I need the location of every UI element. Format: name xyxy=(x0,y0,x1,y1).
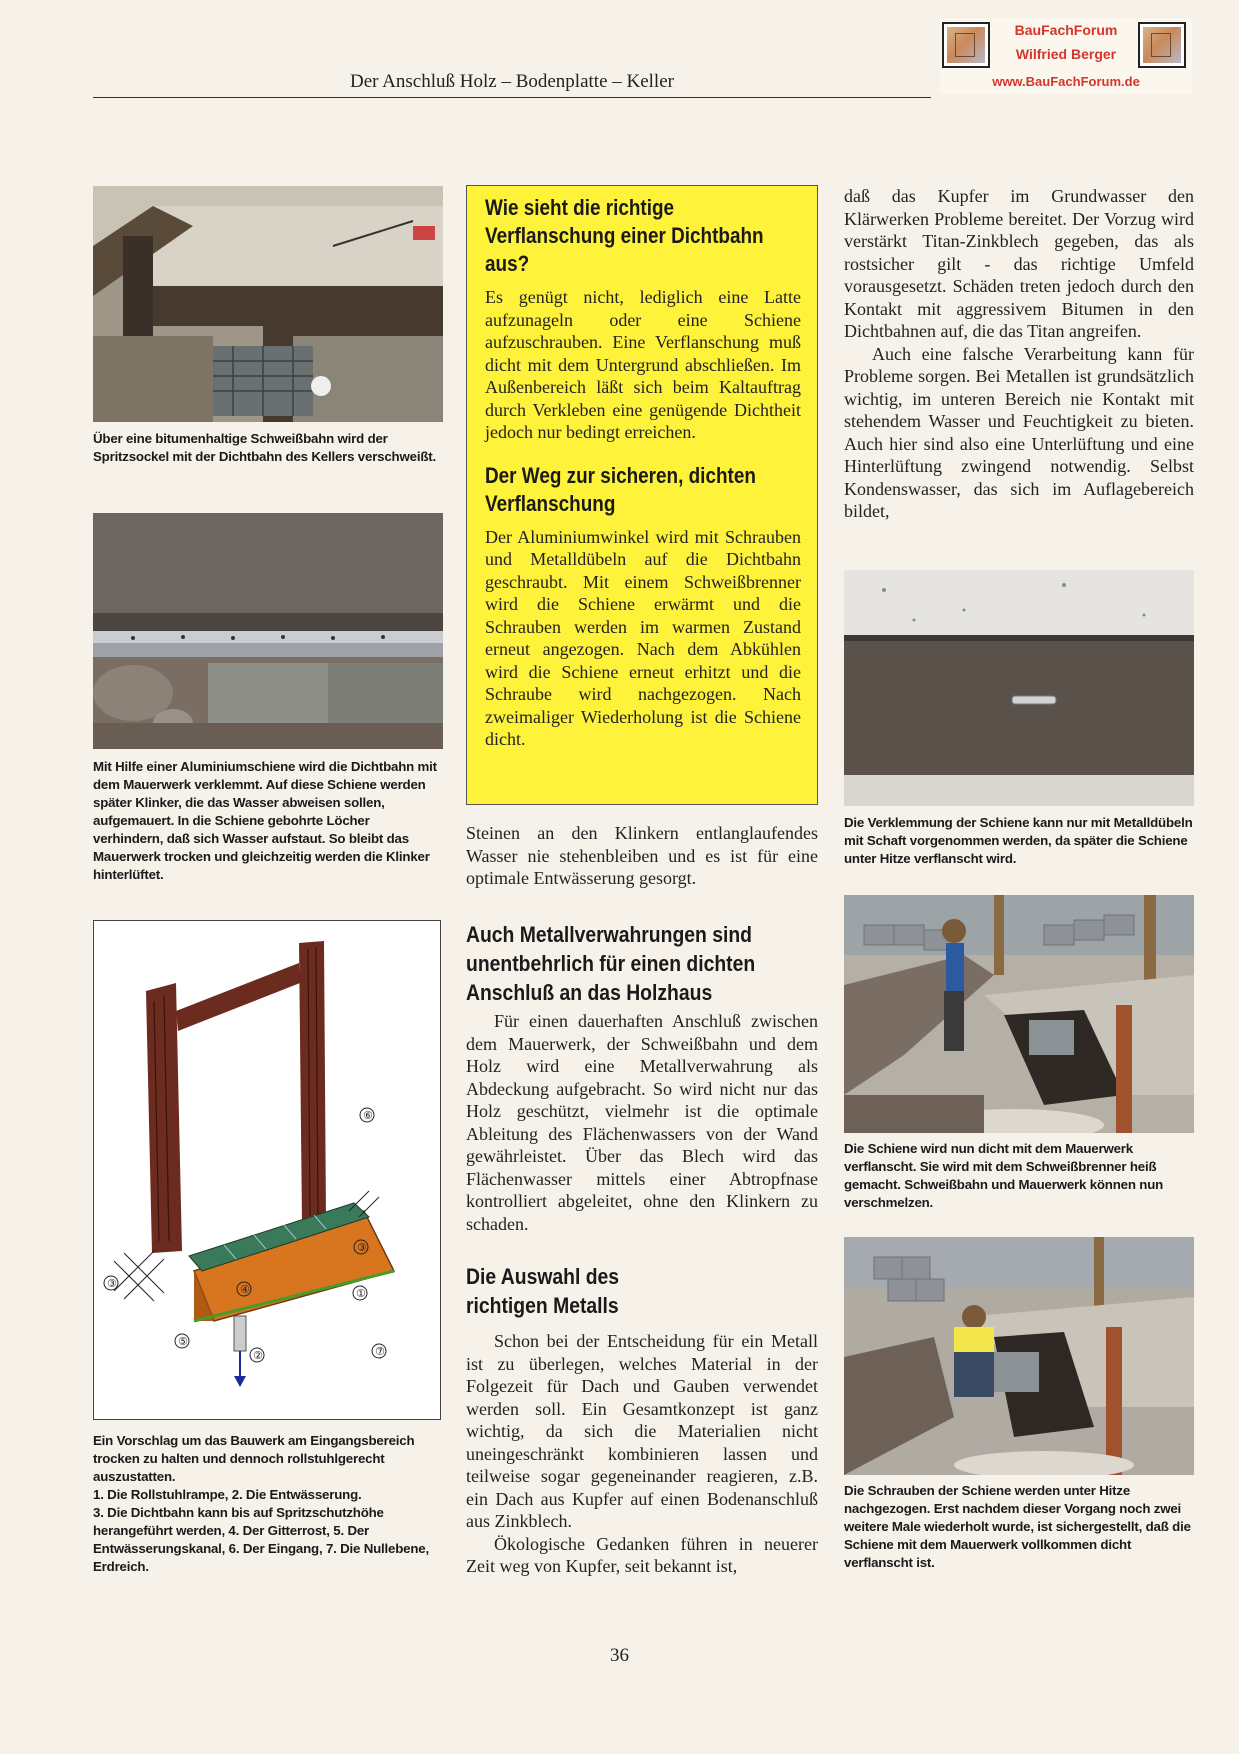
logo-name: BauFachForum xyxy=(1014,22,1118,38)
middle-text-1: Für einen dauerhaften Anschluß zwischen dem Mauerwerk, der Schweißbahn und dem Holz wird eine Metallverwahrung als Abdeckung aufgebracht. So wird nicht nur das Holz geschützt, vielmehr ist die optimale Ableitung des Flächenwassers von der Wand gewährleistet. Über das Blech wird das Flächenwasser mittels einer Abtropfnase kontrolliert abgeleitet, ohne den Klinkern zu schaden. xyxy=(466,1011,818,1234)
entrance-diagram xyxy=(93,920,441,1420)
info-box-heading-2: Der Weg zur sicheren, dichten Verflanschung xyxy=(485,462,756,516)
info-box-verflanschung xyxy=(466,185,818,805)
running-header-title: Der Anschluß Holz – Bodenplatte – Keller xyxy=(350,71,674,92)
right-text-1: daß das Kupfer im Grundwasser den Klärwerken Probleme bereitet. Der Vorzug wird verstärkt Titan-Zinkblech gegeben, das als rostsicher gilt - das richtige Umfeld vorausgesetzt. Schäden treten jedoch durch den Kontakt mit aggressivem Bitumen in den Dichtbahnen auf, die das Titan angreifen. Auch eine falsche Verarbeitung kann für Probleme sorgen. Bei Metallen ist grundsätzlich wichtig, im unteren Bereich nie Kontakt mit stehendem Wasser und Feuchtigkeit zu bieten. Auch hier sind also eine Unterlüftung und eine Hinterlüftung zwingend notwendig. Selbst Kondenswasser, das sich im Auflagebereich bildet, xyxy=(844,186,1194,521)
page-number: 36 xyxy=(610,1645,629,1666)
photo-caption-5: Die Schiene wird nun dicht mit dem Mauerwerk verflanscht. Sie wird mit dem Schweißbrenner heiß gemacht. Schweißbahn und Mauerwerk können nun verschmelzen. xyxy=(844,1141,1164,1210)
photo-schrauben-nachziehen xyxy=(844,1237,1194,1475)
diagram-label-3b: ③ xyxy=(107,1277,117,1290)
diagram-label-3a: ③ xyxy=(357,1241,367,1254)
photo-caption-1: Über eine bitumenhaltige Schweißbahn wird der Spritzsockel mit der Dichtbahn des Kellers verschweißt. xyxy=(93,431,436,464)
baufachforum-logo[interactable] xyxy=(940,18,1192,94)
middle-text-2: Schon bei der Entscheidung für ein Metall ist zu überlegen, welches Material in der Folgezeit für Dach und Gauben verwendet werden soll. Ein Gesamtkonzept ist ganz wichtig, da sich die Materialien nicht uneingeschränkt kombinieren lassen und teilweise sogar gegeneinander reagieren, z.B. ein Dach aus Kupfer auf einen Bodenanschluß aus Zinkblech. Ökologische Gedanken führen in neuerer Zeit weg von Kupfer, seit bekannt ist, xyxy=(466,1331,818,1576)
photo-aluminium-schiene xyxy=(93,513,443,749)
photo-caption-4: Die Verklemmung der Schiene kann nur mit Metalldübeln mit Schaft vorgenommen werden, da später die Schiene unter Hitze verflanscht wird. xyxy=(844,815,1193,866)
logo-url-link[interactable]: www.BauFachForum.de xyxy=(992,74,1140,89)
diagram-label-7: ⑦ xyxy=(375,1345,385,1358)
diagram-label-1: ① xyxy=(356,1287,366,1300)
diagram-label-4: ④ xyxy=(240,1283,250,1296)
photo-caption-3: Ein Vorschlag um das Bauwerk am Eingangsbereich trocken zu halten und dennoch rollstuhlgerecht auszustatten. 1. Die Rollstuhlrampe, 2. Die Entwässerung. 3. Die Dichtbahn kann bis auf Spritzschutzhöhe herangeführt werden, 4. Der Gitterrost, 5. Der Entwässerungskanal, 6. Der Eingang, 7. Die Nullebene, Erdreich. xyxy=(93,1433,429,1574)
photo-verklemmung xyxy=(844,570,1194,806)
diagram-label-2: ② xyxy=(253,1349,263,1362)
logo-image-left xyxy=(942,22,990,68)
diagram-label-6: ⑥ xyxy=(363,1109,373,1122)
info-box-text-2: Der Aluminiumwinkel wird mit Schrauben und Metalldübeln auf die Dichtbahn geschraubt. Mit einem Schweißbrenner wird die Schiene erwärmt und die Schrauben werden im warmen Zustand erneut angezogen. Nach dem Abkühlen wird die Schiene erneut erhitzt und die Schraube wird nachgezogen. Nach zweimaliger Wiederholung ist die Schiene dicht. xyxy=(485,526,801,749)
diagram-label-5: ⑤ xyxy=(178,1335,188,1348)
photo-spritzsockel xyxy=(93,186,443,422)
logo-image-right xyxy=(1138,22,1186,68)
info-box-heading-1: Wie sieht die richtige Verflanschung einer Dichtbahn aus? xyxy=(485,195,764,276)
photo-verflanschung-schweissbrenner xyxy=(844,895,1194,1133)
heading-auswahl-metall: Die Auswahl des richtigen Metalls xyxy=(466,1264,620,1318)
info-box-text-1: Es genügt nicht, lediglich eine Latte aufzunageln oder eine Schiene aufzuschrauben. Eine Verflanschung muß dicht mit dem Untergrund abschließen. Im Außenbereich läßt sich beim Kaltauftrag durch Verkleben eine genügende Dichtheit jedoch nur bedingt erreichen. xyxy=(485,287,801,442)
middle-text-after-box: Steinen an den Klinkern entlanglaufendes Wasser nie stehenbleiben und es ist für eine optimale Entwässerung gesorgt. xyxy=(466,823,818,888)
photo-caption-2: Mit Hilfe einer Aluminiumschiene wird die Dichtbahn mit dem Mauerwerk verklemmt. Auf diese Schiene werden später Klinker, die das Wasser abweisen sollen, aufgemauert. In die Schiene gebohrte Löcher verhindern, daß sich Wasser aufstaut. So bleibt das Mauerwerk trocken und gleichzeitig werden die Klinker hinterlüftet. xyxy=(93,759,437,882)
heading-metallverwahrungen: Auch Metallverwahrungen sind unentbehrlich für einen dichten Anschluß an das Holzhaus xyxy=(466,922,756,1005)
photo-caption-6: Die Schrauben der Schiene werden unter Hitze nachgezogen. Erst nachdem dieser Vorgang noch zwei weitere Male wiederholt wurde, ist sichergestellt, daß die Schiene mit dem Mauerwerk vollkommen dicht verflanscht ist. xyxy=(844,1483,1191,1570)
running-header xyxy=(93,70,931,98)
logo-author: Wilfried Berger xyxy=(1015,46,1117,62)
